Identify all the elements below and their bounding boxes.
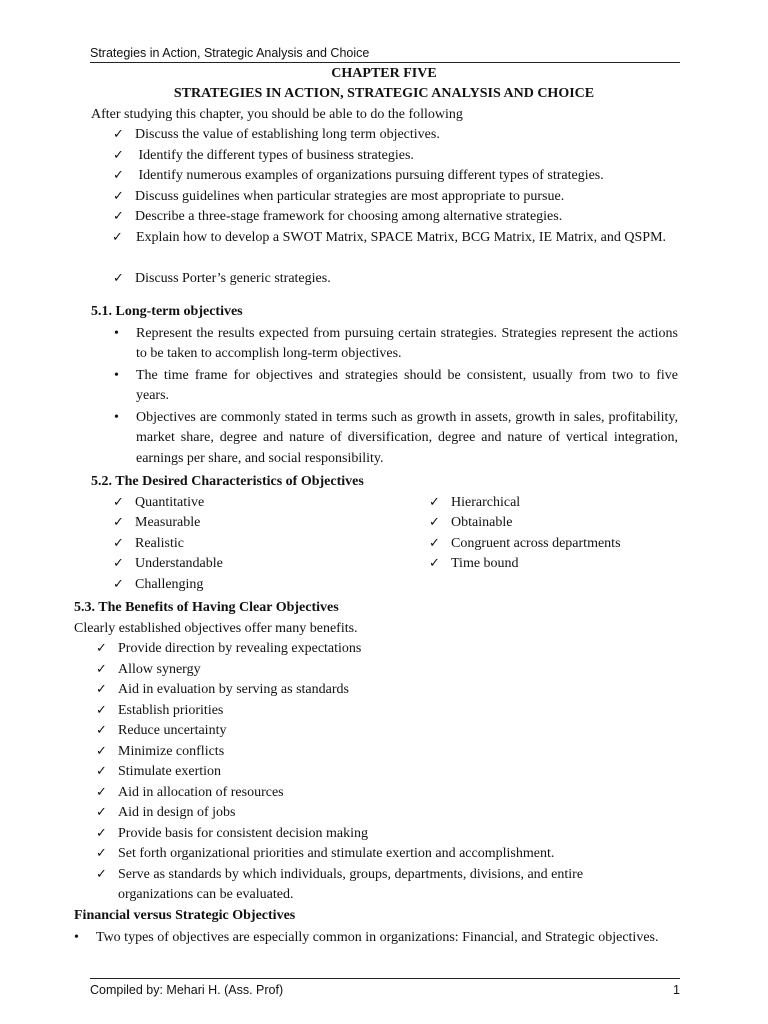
characteristic-item: ✓ Challenging [113,575,203,595]
objective-item: ✓ Discuss Porter’s generic strategies. [113,269,331,289]
benefit-item: ✓ Stimulate exertion [96,762,221,782]
characteristic-item: ✓ Understandable [113,554,223,574]
characteristic-item: ✓ Realistic [113,534,184,554]
check-icon: ✓ [96,867,107,882]
characteristic-item: ✓ Hierarchical [429,493,520,513]
objective-item: ✓ Describe a three-stage framework for choosing among alternative strategies. [113,207,562,227]
check-icon: ✓ [96,682,107,697]
check-icon: ✓ [113,577,124,592]
benefit-item: ✓ Serve as standards by which individuals, groups, departments, divisions, and entire organizations can be evaluated. [96,867,584,903]
check-icon: ✓ [96,723,107,738]
characteristic-item: ✓ Obtainable [429,513,512,533]
objective-item: ✓ Explain how to develop a SWOT Matrix, SPACE Matrix, BCG Matrix, IE Matrix, and QSPM. [136,228,678,248]
characteristic-item: ✓ Time bound [429,554,519,574]
compiled-by: Compiled by: Mehari H. (Ass. Prof) [90,983,284,997]
check-icon: ✓ [96,846,107,861]
benefit-item: ✓ Aid in evaluation by serving as standards [96,680,349,700]
section-heading-5-1: 5.1. Long-term objectives [91,304,243,319]
benefit-item: ✓ Provide direction by revealing expectations [96,639,361,659]
check-icon: ✓ [96,703,107,718]
check-icon: ✓ [113,495,124,510]
list-item: • The time frame for objectives and strategies should be consistent, usually from two to five years. [114,368,678,404]
characteristic-item: ✓ Measurable [113,513,200,533]
objective-item: ✓ Discuss the value of establishing long term objectives. [113,125,440,145]
check-icon: ✓ [96,805,107,820]
benefit-item: ✓ Establish priorities [96,701,223,721]
running-title: Strategies in Action, Strategic Analysis and Choice [90,46,370,60]
objective-item: ✓ Identify numerous examples of organizations pursuing different types of strategies. [113,166,604,186]
chapter-number: CHAPTER FIVE [331,66,437,81]
characteristic-item: ✓ Congruent across departments [429,534,621,554]
bullet-icon: • [74,930,79,945]
running-header [90,46,680,63]
list-item: • Two types of objectives are especially common in organizations: Financial, and Strategic objectives. [96,928,706,948]
check-icon: ✓ [113,148,124,163]
list-item: • Represent the results expected from pursuing certain strategies. Strategies represent the actions to be taken to accomplish long-term objectives. [114,326,678,362]
section-heading-5-2: 5.2. The Desired Characteristics of Objectives [91,474,364,489]
benefit-item: ✓ Aid in design of jobs [96,803,235,823]
chapter-title: STRATEGIES IN ACTION, STRATEGIC ANALYSIS AND CHOICE [173,86,595,101]
section-intro: Clearly established objectives offer many benefits. [74,621,358,636]
bullet-icon: • [114,326,119,341]
check-icon: ✓ [96,764,107,779]
check-icon: ✓ [113,168,124,183]
benefit-item: ✓ Reduce uncertainty [96,721,226,741]
bullet-icon: • [114,410,119,425]
bullet-icon: • [114,368,119,383]
check-icon: ✓ [429,556,440,571]
benefit-item: ✓ Aid in allocation of resources [96,783,284,803]
check-icon: ✓ [113,127,124,142]
check-icon: ✓ [96,744,107,759]
check-icon: ✓ [113,189,124,204]
section-heading-financial: Financial versus Strategic Objectives [74,908,296,923]
list-item: • Objectives are commonly stated in terms such as growth in assets, growth in sales, profitability, market share, degree and nature of diversification, degree and nature of vertical integration, earnings per share, and social responsibility. [114,410,678,466]
section-heading-5-3: 5.3. The Benefits of Having Clear Objectives [74,600,339,615]
check-icon: ✓ [113,515,124,530]
objective-item: ✓ Discuss guidelines when particular strategies are most appropriate to pursue. [113,187,564,207]
characteristic-item: ✓ Quantitative [113,493,204,513]
benefit-item: ✓ Allow synergy [96,660,201,680]
check-icon: ✓ [96,641,107,656]
benefit-item: ✓ Minimize conflicts [96,742,224,762]
check-icon: ✓ [429,495,440,510]
objective-item: ✓ Identify the different types of business strategies. [113,146,414,166]
check-icon: ✓ [96,662,107,677]
check-icon: ✓ [96,826,107,841]
page-number: 1 [673,983,680,997]
check-icon: ✓ [112,230,123,245]
check-icon: ✓ [113,536,124,551]
check-icon: ✓ [429,536,440,551]
check-icon: ✓ [113,271,124,286]
check-icon: ✓ [113,556,124,571]
benefit-item: ✓ Set forth organizational priorities and stimulate exertion and accomplishment. [96,844,554,864]
running-footer [90,978,680,998]
check-icon: ✓ [113,209,124,224]
check-icon: ✓ [96,785,107,800]
chapter-intro: After studying this chapter, you should be able to do the following [91,107,463,122]
benefit-item: ✓ Provide basis for consistent decision making [96,824,368,844]
check-icon: ✓ [429,515,440,530]
